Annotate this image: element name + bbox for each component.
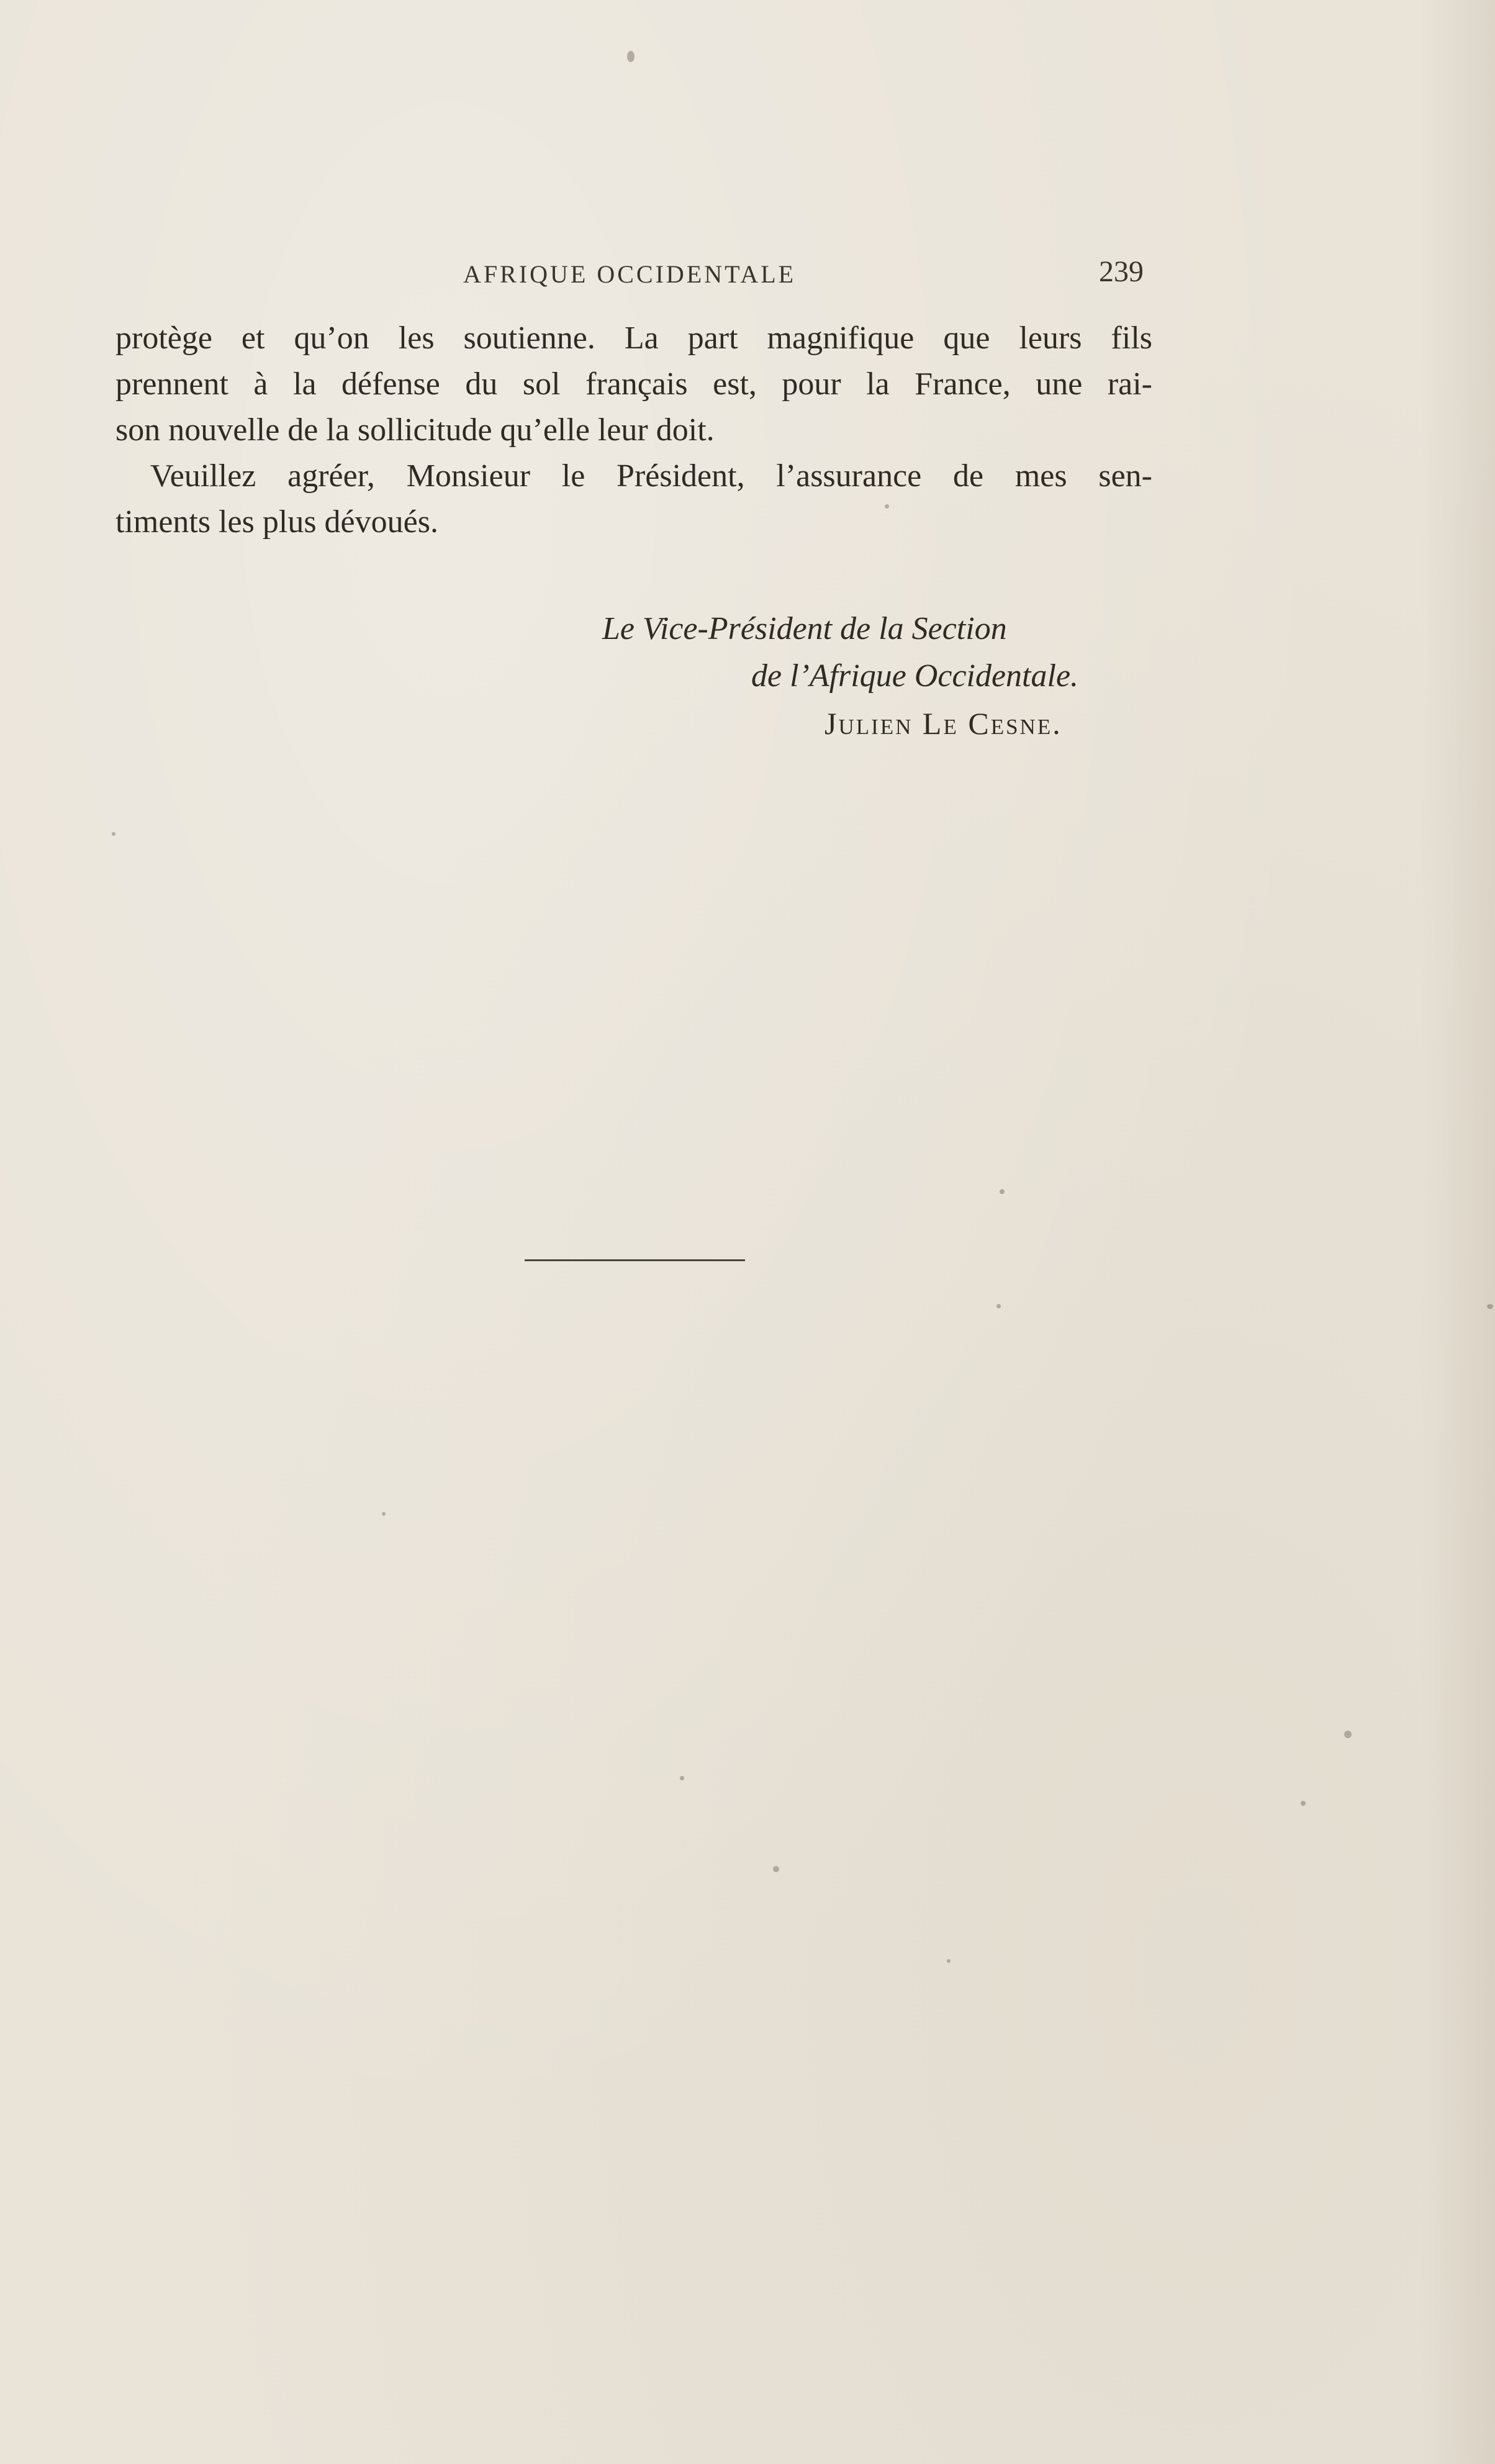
paper-speck xyxy=(1344,1731,1352,1738)
paper-speck xyxy=(112,832,115,836)
text-line: prennent à la défense du sol français est, pour la France, une rai- xyxy=(115,366,1152,402)
text-line: protège et qu’on les soutienne. La part magnifique que leurs fils xyxy=(115,320,1152,356)
section-divider xyxy=(525,1259,745,1261)
text-line: Veuillez agréer, Monsieur le Président, l’assurance de mes sen- xyxy=(150,458,1152,494)
paper-speck xyxy=(627,51,635,62)
paper-speck xyxy=(885,504,889,509)
paper-speck xyxy=(1000,1189,1005,1194)
paragraph-1 xyxy=(115,315,1152,453)
paper-speck xyxy=(1487,1304,1493,1309)
paper-speck xyxy=(773,1866,779,1872)
signature-block xyxy=(602,605,1149,747)
text-line: son nouvelle de la sollicitude qu’elle leur doit. xyxy=(115,412,715,448)
text-line: timents les plus dévoués. xyxy=(115,504,438,540)
paper-speck xyxy=(947,1959,951,1963)
paper-speck xyxy=(382,1512,386,1516)
body-text xyxy=(115,315,1152,545)
signatory-title-line-1: Le Vice-Président de la Section xyxy=(602,611,1007,646)
paper-speck xyxy=(996,1304,1001,1308)
signatory-title-line-2: de l’Afrique Occidentale. xyxy=(751,658,1079,694)
paper-speck xyxy=(1301,1801,1306,1806)
paragraph-2 xyxy=(115,453,1152,545)
paper-speck xyxy=(680,1776,684,1780)
page-number: 239 xyxy=(1099,255,1144,288)
running-title: AFRIQUE OCCIDENTALE xyxy=(463,260,797,288)
page-edge-shadow xyxy=(1420,0,1495,2464)
signatory-name: Julien Le Cesne. xyxy=(824,706,1062,741)
